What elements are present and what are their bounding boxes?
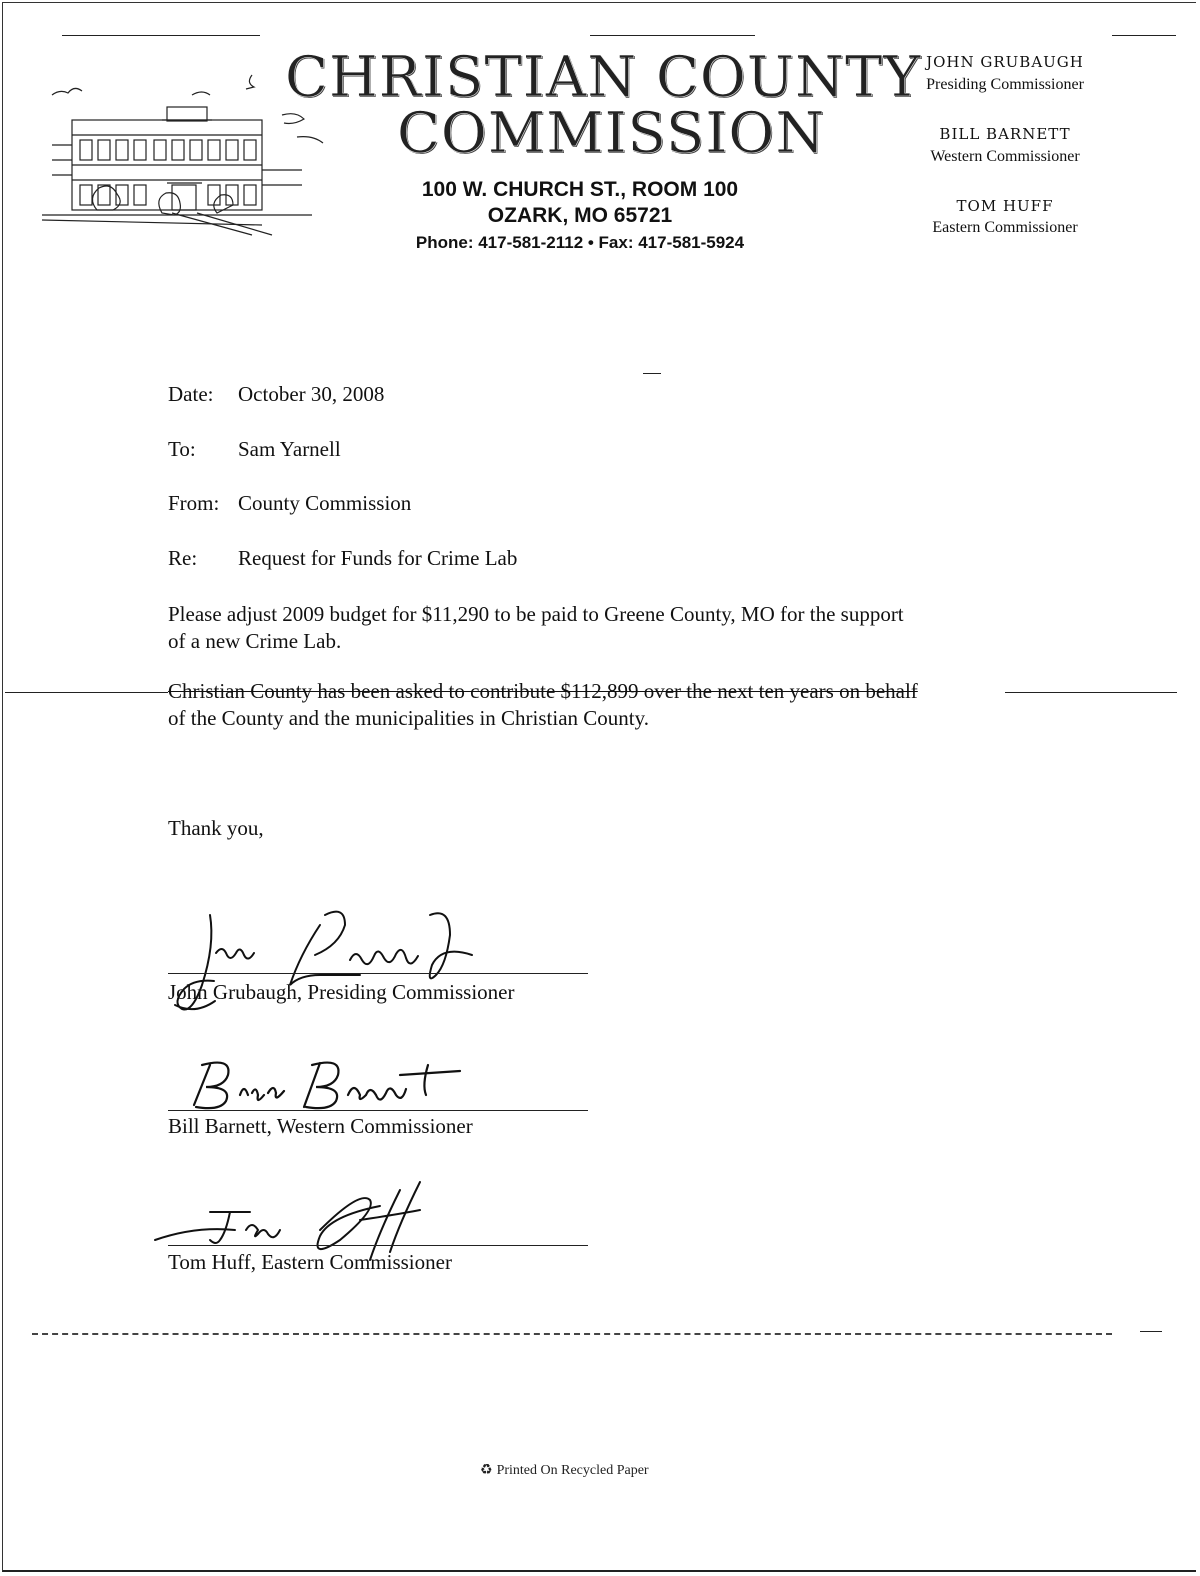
- signature-bill-barnett: [180, 1055, 480, 1115]
- recycle-icon: ♻: [480, 1462, 493, 1478]
- title-line-2: COMMISSION: [397, 101, 826, 166]
- from-label: From:: [168, 491, 220, 515]
- footer: [480, 1462, 720, 1479]
- commissioner-title-3: Eastern Commissioner: [932, 219, 1078, 236]
- signature-name-2: Bill Barnett, Western Commissioner: [168, 1114, 473, 1138]
- to-label: To:: [168, 437, 196, 461]
- signature-line-1: [168, 973, 588, 974]
- commissioner-name-1: JOHN GRUBAUGH: [926, 53, 1084, 71]
- signature-name-1: John Grubaugh, Presiding Commissioner: [168, 980, 515, 1004]
- strike-rule-left: [5, 692, 168, 693]
- top-rule-left: [62, 35, 260, 36]
- paragraph-1-line-2: of a new Crime Lab.: [168, 629, 342, 653]
- phone-fax: Phone: 417-581-2112 • Fax: 417-581-5924: [415, 233, 745, 252]
- commissioner-title-2: Western Commissioner: [930, 148, 1080, 165]
- paragraph-1: [168, 601, 1018, 655]
- top-rule-middle: [590, 35, 755, 36]
- date-label: Date:: [168, 382, 214, 406]
- paragraph-2-line-2: of the County and the municipalities in Christian County.: [168, 706, 650, 730]
- to-value: Sam Yarnell: [238, 437, 341, 461]
- paragraph-1-line-1: Please adjust 2009 budget for $11,290 to be paid to Greene County, MO for the support: [168, 602, 904, 626]
- commissioner-title-1: Presiding Commissioner: [926, 76, 1084, 93]
- bottom-rule-fragment: [1140, 1331, 1162, 1332]
- closing: Thank you,: [168, 816, 264, 840]
- signature-line-3: [168, 1245, 588, 1246]
- commissioner-name-2: BILL BARNETT: [939, 125, 1071, 143]
- footer-text: Printed On Recycled Paper: [496, 1463, 649, 1478]
- date-value: October 30, 2008: [238, 382, 385, 406]
- title-line-1: CHRISTIAN COUNTY: [285, 45, 922, 110]
- re-value: Request for Funds for Crime Lab: [238, 546, 518, 570]
- strike-rule-right: [1005, 692, 1177, 693]
- top-rule-right: [1112, 35, 1176, 36]
- bottom-rule: [32, 1333, 1112, 1335]
- signature-name-3: Tom Huff, Eastern Commissioner: [168, 1250, 452, 1274]
- signature-line-2: [168, 1110, 588, 1111]
- commissioner-name-3: TOM HUFF: [956, 197, 1054, 215]
- stray-mark: [643, 373, 661, 374]
- re-label: Re:: [168, 546, 198, 570]
- address-line-1: 100 W. CHURCH ST., ROOM 100: [421, 178, 739, 201]
- paragraph-2-line-1-struck: Christian County has been asked to contribute $112,899 over the next ten years on behalf: [168, 679, 918, 703]
- address-line-2: OZARK, MO 65721: [487, 204, 673, 227]
- from-value: County Commission: [238, 491, 412, 515]
- paragraph-2: [168, 678, 1018, 732]
